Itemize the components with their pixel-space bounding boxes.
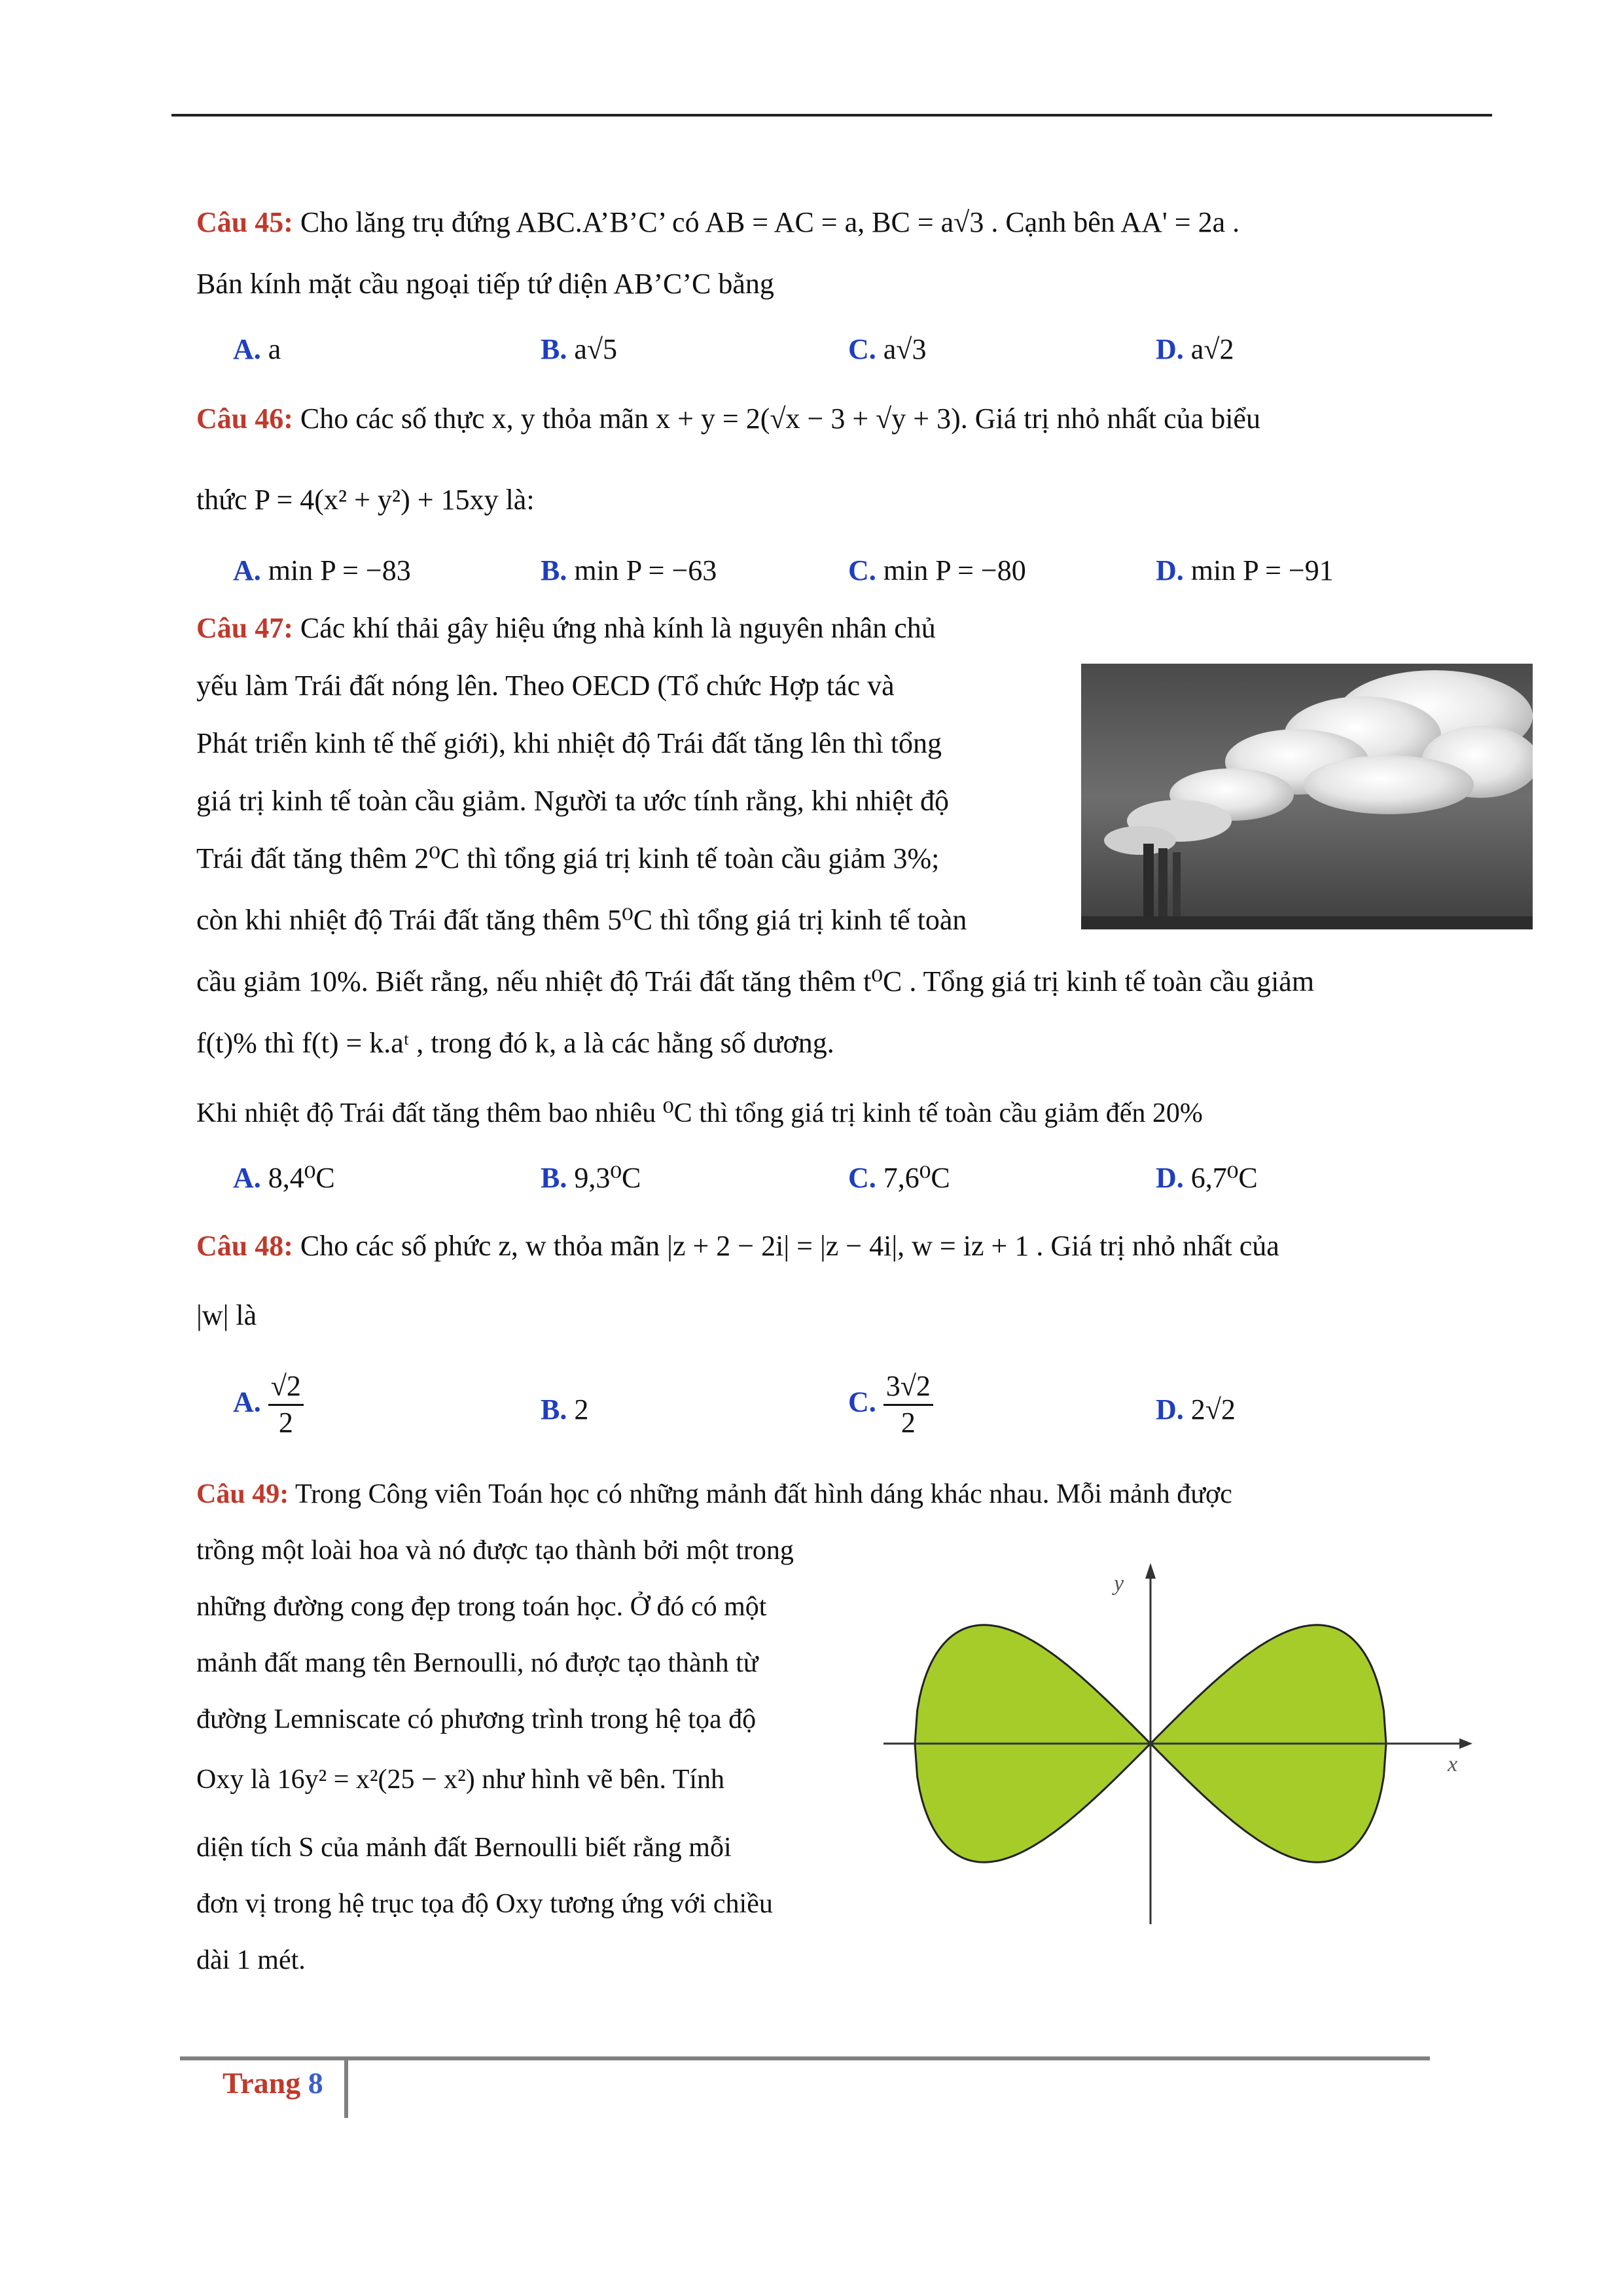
header-rule (171, 114, 1492, 117)
q48-stem-line2: |w| là (196, 1299, 257, 1331)
q48-option-d[interactable]: D. 2√2 (1156, 1393, 1236, 1426)
q46-option-c[interactable]: C. min P = −80 (848, 554, 1026, 586)
q47-label: Câu 47: (196, 612, 293, 644)
q46-option-b[interactable]: B. min P = −63 (541, 554, 717, 586)
q47-option-a[interactable]: A. 8,4⁰C (233, 1162, 335, 1194)
q47-stem-line4: giá trị kinh tế toàn cầu giảm. Người ta ước tính rằng, khi nhiệt độ (196, 785, 949, 817)
q49-stem-line4: mảnh đất mang tên Bernoulli, nó được tạo thành từ (196, 1648, 758, 1678)
q45-line1 (196, 206, 1240, 240)
q47-stem-line6: còn khi nhiệt độ Trái đất tăng thêm 5⁰C thì tổng giá trị kinh tế toàn (196, 904, 967, 936)
q46-stem-line1: Cho các số thực x, y thỏa mãn x + y = 2(√x − 3 + √y + 3). Giá trị nhỏ nhất của biểu (300, 403, 1260, 435)
q47-option-b[interactable]: B. 9,3⁰C (541, 1162, 641, 1194)
q47-line1 (196, 611, 936, 646)
q48-option-a-fraction: $\frac{√2}{2}$ (268, 1369, 304, 1441)
q45-option-d[interactable]: D. a√2 (1156, 333, 1234, 365)
page-number: 8 (308, 2066, 323, 2100)
q47-stem-line3: Phát triển kinh tế thế giới), khi nhiệt độ Trái đất tăng lên thì tổng (196, 727, 942, 759)
lemniscate-figure (883, 1558, 1472, 1924)
q45-label: Câu 45: (196, 206, 293, 238)
q45-option-a[interactable]: A. a (233, 333, 281, 365)
q46-option-d[interactable]: D. min P = −91 (1156, 554, 1334, 586)
q48-option-b[interactable]: B. 2 (541, 1393, 589, 1426)
q49-label: Câu 49: (196, 1479, 289, 1509)
page-footer (223, 2066, 323, 2100)
q49-line1 (196, 1478, 1232, 1511)
smokestack-photo (1081, 664, 1533, 929)
q46-option-a[interactable]: A. min P = −83 (233, 554, 411, 586)
q46-label: Câu 46: (196, 403, 293, 435)
q46-stem-line2: thức P = 4(x² + y²) + 15xy là: (196, 484, 535, 516)
q47-stem-line1: Các khí thải gây hiệu ứng nhà kính là nguyên nhân chủ (300, 612, 936, 644)
q49-stem-line9: dài 1 mét. (196, 1945, 306, 1975)
q49-stem-line5: đường Lemniscate có phương trình trong hệ tọa độ (196, 1704, 757, 1734)
q48-option-c-fraction: $\frac{3√2}{2}$ (883, 1369, 933, 1441)
q47-stem-line5: Trái đất tăng thêm 2⁰C thì tổng giá trị kinh tế toàn cầu giảm 3%; (196, 842, 940, 874)
q47-option-d[interactable]: D. 6,7⁰C (1156, 1162, 1258, 1194)
q48-line1 (196, 1229, 1279, 1264)
q47-stem-line2: yếu làm Trái đất nóng lên. Theo OECD (Tổ chức Hợp tác và (196, 670, 895, 702)
q49-stem-line3: những đường cong đẹp trong toán học. Ở đó có một (196, 1592, 767, 1622)
q47-stem-line7: cầu giảm 10%. Biết rằng, nếu nhiệt độ Trái đất tăng thêm t⁰C . Tổng giá trị kinh tế toàn cầu giảm (196, 965, 1315, 997)
x-axis-label: x (1448, 1752, 1458, 1776)
q48-label: Câu 48: (196, 1230, 293, 1262)
q46-line1 (196, 402, 1260, 437)
q49-stem-line7: diện tích S của mảnh đất Bernoulli biết rằng mỗi (196, 1833, 732, 1863)
q45-stem-line2: Bán kính mặt cầu ngoại tiếp tứ diện AB’C’C bằng (196, 268, 774, 300)
q47-option-c[interactable]: C. 7,6⁰C (848, 1162, 950, 1194)
q48-option-c[interactable]: C. $\frac{3√2}{2}$ (848, 1369, 933, 1441)
q45-option-b[interactable]: B. a√5 (541, 333, 618, 365)
q49-stem-line6: Oxy là 16y² = x²(25 − x²) như hình vẽ bên. Tính (196, 1765, 725, 1795)
x-axis-arrow (1459, 1738, 1472, 1749)
q49-stem-line2: trồng một loài hoa và nó được tạo thành bởi một trong (196, 1535, 794, 1566)
y-axis-label: y (1114, 1571, 1124, 1596)
q47-stem-line9: Khi nhiệt độ Trái đất tăng thêm bao nhiêu ⁰C thì tổng giá trị kinh tế toàn cầu giảm đến 20% (196, 1098, 1203, 1128)
q47-stem-line8: f(t)% thì f(t) = k.aᵗ , trong đó k, a là các hằng số dương. (196, 1027, 834, 1059)
q45-option-c[interactable]: C. a√3 (848, 333, 927, 365)
y-axis-arrow (1145, 1563, 1156, 1579)
footer-divider (344, 2060, 348, 2118)
q49-stem-line8: đơn vị trong hệ trục tọa độ Oxy tương ứng với chiều (196, 1889, 773, 1919)
footer-rule (180, 2056, 1430, 2060)
q49-stem-line1: Trong Công viên Toán học có những mảnh đất hình dáng khác nhau. Mỗi mảnh được (294, 1479, 1232, 1509)
q45-stem-line1: Cho lăng trụ đứng ABC.A’B’C’ có AB = AC = a, BC = a√3 . Cạnh bên AA' = 2a . (300, 206, 1240, 238)
q48-option-a[interactable]: A. $\frac{√2}{2}$ (233, 1369, 304, 1441)
q48-stem-line1: Cho các số phức z, w thỏa mãn |z + 2 − 2i| = |z − 4i|, w = iz + 1 . Giá trị nhỏ nhất của (300, 1230, 1279, 1262)
footer-label: Trang (223, 2066, 301, 2100)
